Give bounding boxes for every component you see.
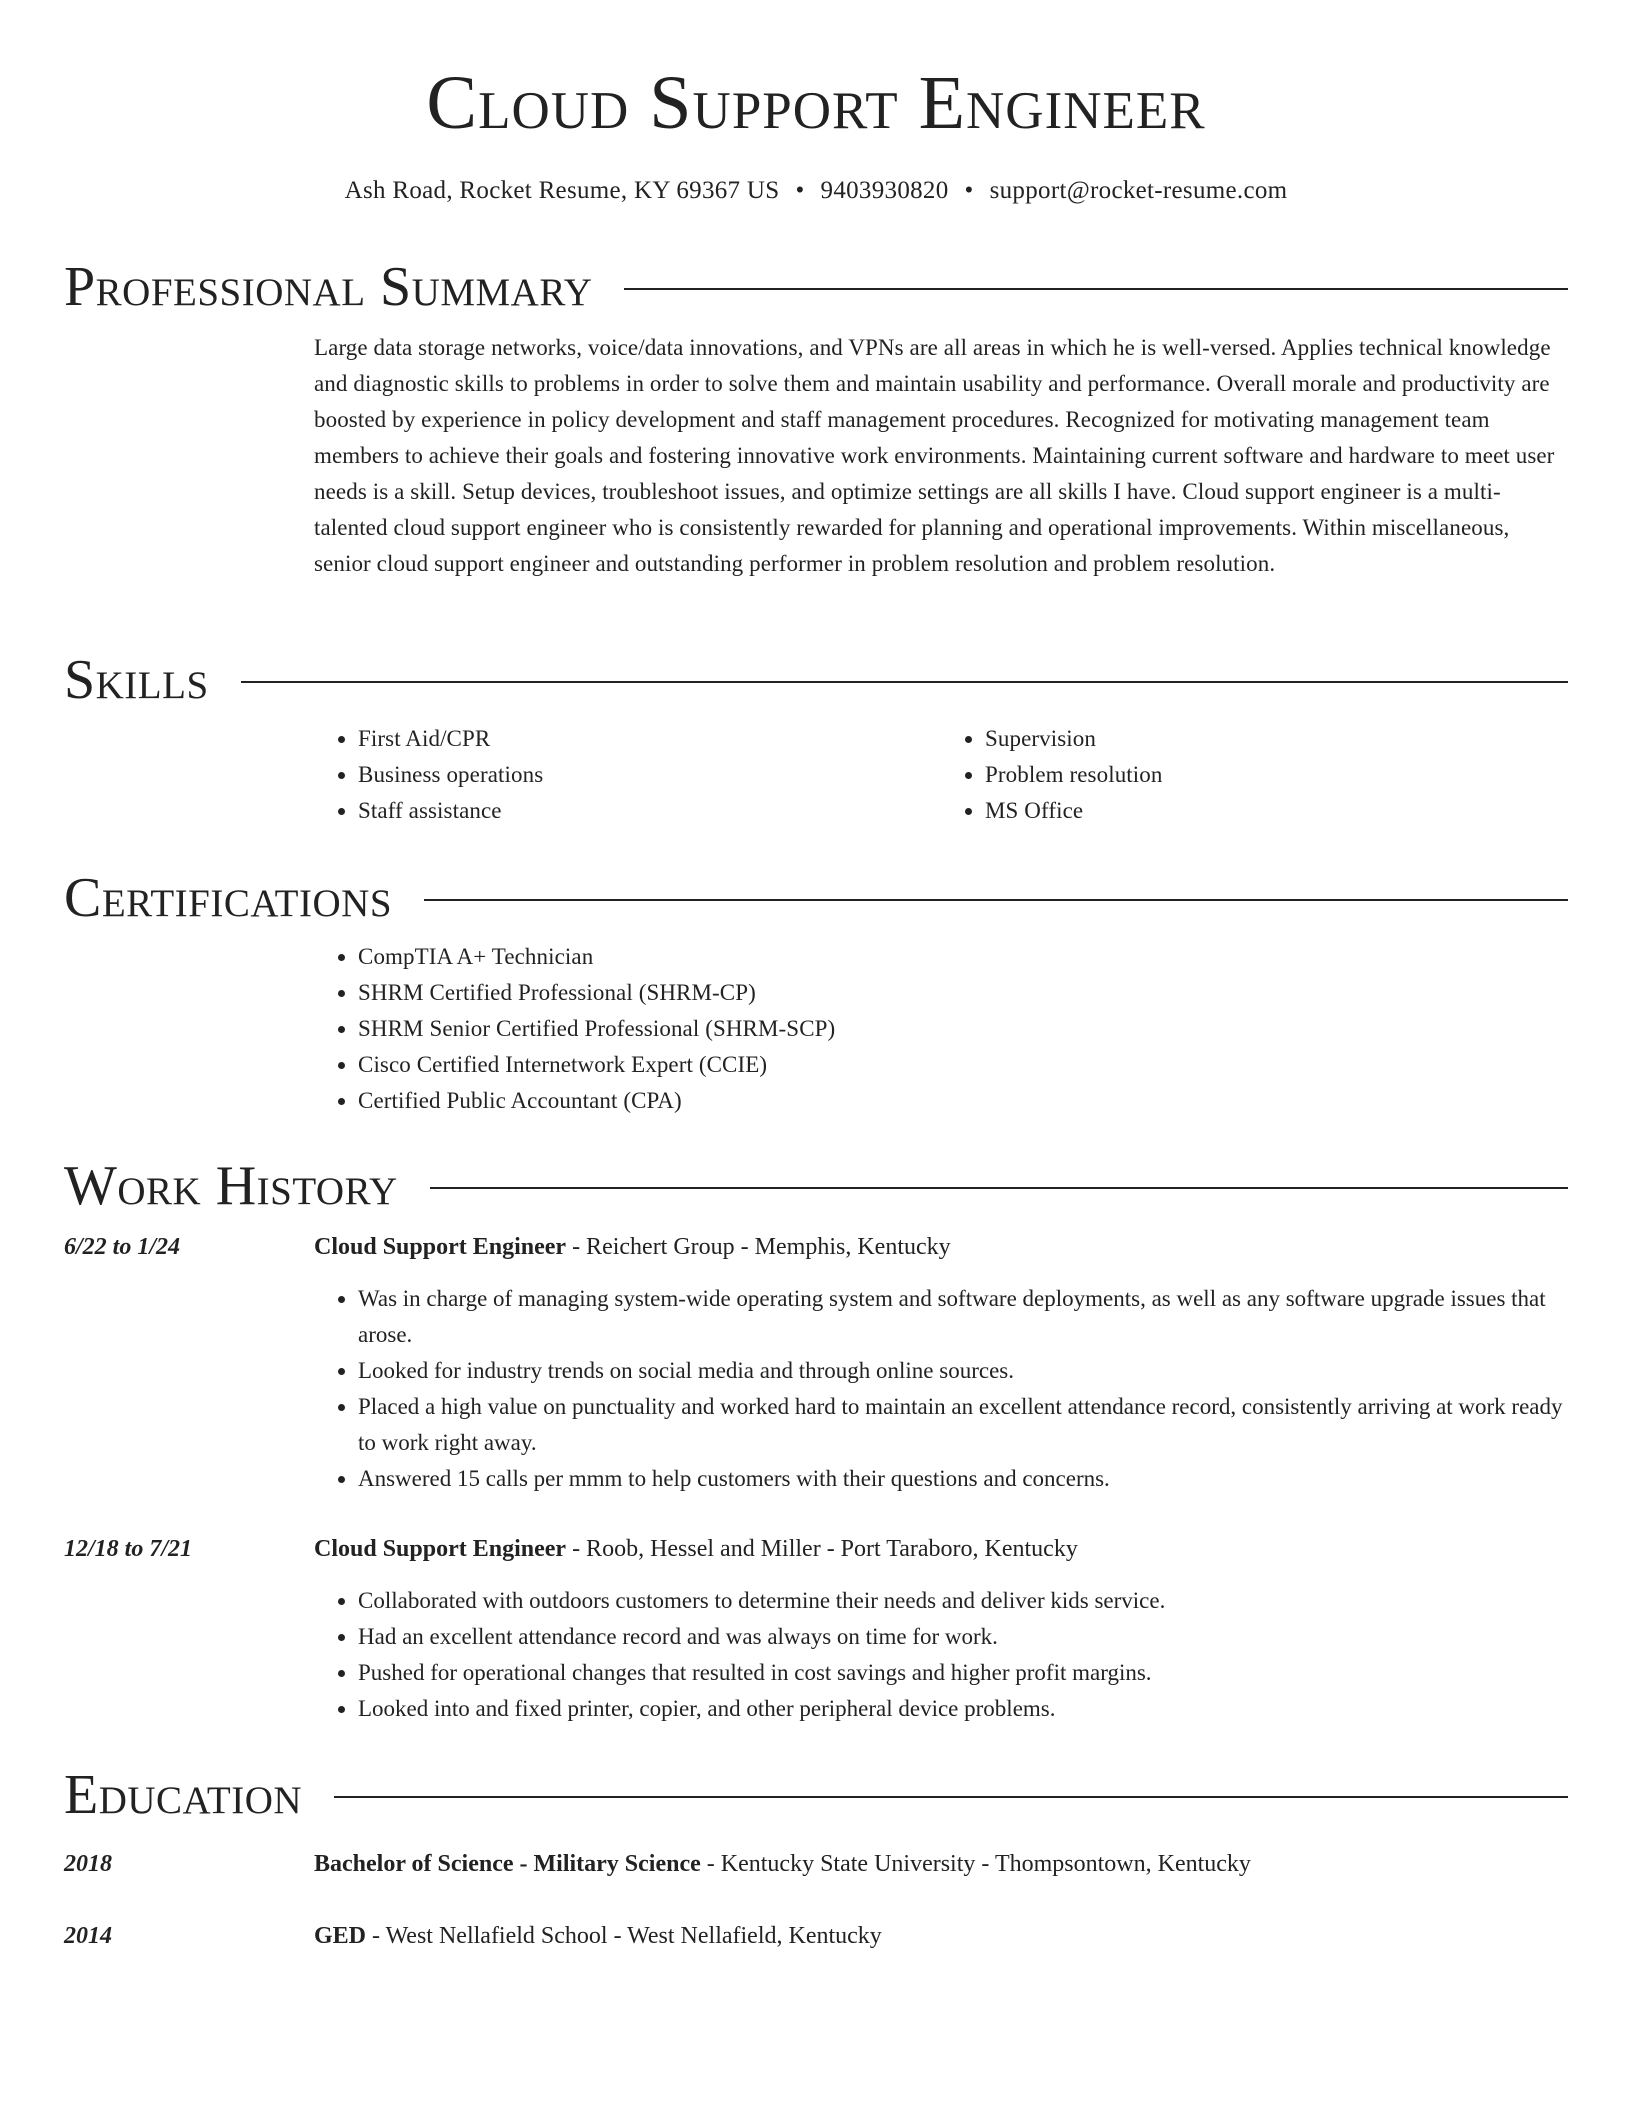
skill-item: • Business operations	[358, 757, 941, 793]
section-header	[64, 645, 1568, 715]
job-entry	[64, 1531, 1568, 1727]
contact-email[interactable]: support@rocket-resume.com	[989, 177, 1288, 204]
job-heading-text	[314, 1531, 1078, 1567]
job-bullets	[314, 1281, 1568, 1497]
skill-item: • First Aid/CPR	[358, 721, 941, 757]
job-heading	[64, 1229, 1568, 1265]
education-text	[314, 1918, 882, 1954]
contact-separator: •	[964, 177, 974, 204]
section-header	[64, 252, 1568, 322]
education-section	[64, 1760, 1568, 1954]
section-title: Certifications	[64, 867, 393, 929]
job-bullet: • Placed a high value on punctuality and worked hard to maintain an excellent attendance record, consistently arriving at work ready to work right away.	[358, 1389, 1568, 1461]
section-header	[64, 1760, 1568, 1830]
certification-item: • CompTIA A+ Technician	[358, 939, 1568, 975]
education-school: - West Nellafield School - West Nellafield, Kentucky	[366, 1923, 882, 1949]
skill-item: • MS Office	[985, 793, 1568, 829]
skills-grid	[314, 721, 1568, 829]
skills-column-right	[941, 721, 1568, 829]
certifications-list	[314, 939, 1568, 1119]
section-title: Work History	[64, 1155, 398, 1217]
education-text	[314, 1846, 1251, 1882]
education-school: - Kentucky State University - Thompsontown, Kentucky	[700, 1851, 1251, 1877]
section-divider	[424, 899, 1568, 901]
contact-address: Ash Road, Rocket Resume, KY 69367 US	[344, 177, 780, 204]
job-employer: - Roob, Hessel and Miller - Port Taraboro, Kentucky	[566, 1536, 1078, 1562]
education-degree: Bachelor of Science - Military Science	[314, 1851, 701, 1877]
job-bullet: • Looked into and fixed printer, copier, and other peripheral device problems.	[358, 1691, 1568, 1727]
certification-item: • SHRM Certified Professional (SHRM-CP)	[358, 975, 1568, 1011]
education-year: 2018	[64, 1851, 112, 1877]
section-divider	[334, 1796, 1568, 1798]
job-dates: 12/18 to 7/21	[64, 1536, 193, 1562]
summary-section	[64, 252, 1568, 582]
section-divider	[624, 288, 1568, 290]
section-header	[64, 1151, 1568, 1221]
education-degree: GED	[314, 1923, 367, 1949]
job-bullet: • Pushed for operational changes that resulted in cost savings and higher profit margins.	[358, 1655, 1568, 1691]
skill-item: • Problem resolution	[985, 757, 1568, 793]
job-bullet: • Collaborated with outdoors customers to determine their needs and deliver kids service.	[358, 1583, 1568, 1619]
job-bullet: • Looked for industry trends on social media and through online sources.	[358, 1353, 1568, 1389]
skill-item: • Staff assistance	[358, 793, 941, 829]
job-bullet: • Answered 15 calls per mmm to help customers with their questions and concerns.	[358, 1461, 1568, 1497]
job-heading-text	[314, 1229, 951, 1265]
job-title: Cloud Support Engineer	[314, 1234, 567, 1260]
section-divider	[430, 1187, 1568, 1189]
work-history-section	[64, 1151, 1568, 1727]
job-bullets	[314, 1583, 1568, 1727]
job-dates: 6/22 to 1/24	[64, 1234, 181, 1260]
contact-separator: •	[795, 177, 805, 204]
resume-name: Cloud Support Engineer	[426, 61, 1206, 145]
education-year: 2014	[64, 1923, 112, 1949]
certification-item: • Cisco Certified Internetwork Expert (CCIE)	[358, 1047, 1568, 1083]
section-title: Education	[64, 1764, 303, 1826]
skills-column-left	[314, 721, 941, 829]
contact-phone: 9403930820	[820, 177, 949, 204]
job-employer: - Reichert Group - Memphis, Kentucky	[566, 1234, 951, 1260]
summary-text: Large data storage networks, voice/data innovations, and VPNs are all areas in which he is well-versed. Applies technical knowledge and diagnostic skills to problems in order to solve them and maintain usability and performance. Overall morale and productivity are boosted by experience in policy development and staff management procedures. Recognized for motivating management team members to achieve their goals and fostering innovative work environments. Maintaining current software and hardware to meet user needs is a skill. Setup devices, troubleshoot issues, and optimize settings are all skills I have. Cloud support engineer is a multi-talented cloud support engineer who is consistently rewarded for planning and operational improvements. Within miscellaneous, senior cloud support engineer and outstanding performer in problem resolution and problem resolution.	[314, 335, 1555, 576]
job-heading	[64, 1531, 1568, 1567]
certification-item: • Certified Public Accountant (CPA)	[358, 1083, 1568, 1119]
education-entry	[64, 1846, 1568, 1882]
skill-item: • Supervision	[985, 721, 1568, 757]
job-title: Cloud Support Engineer	[314, 1536, 567, 1562]
job-bullet: • Was in charge of managing system-wide operating system and software deployments, as well as any software upgrade issues that arose.	[358, 1281, 1568, 1353]
section-divider	[241, 681, 1568, 683]
section-title: Professional Summary	[64, 256, 593, 318]
job-entry	[64, 1229, 1568, 1497]
section-header	[64, 863, 1568, 933]
section-title: Skills	[64, 649, 209, 711]
job-bullet: • Had an excellent attendance record and was always on time for work.	[358, 1619, 1568, 1655]
skills-section	[64, 645, 1568, 829]
certifications-section	[64, 863, 1568, 1119]
certification-item: • SHRM Senior Certified Professional (SHRM-SCP)	[358, 1011, 1568, 1047]
contact-line	[0, 174, 1632, 208]
education-entry	[64, 1918, 1568, 1954]
